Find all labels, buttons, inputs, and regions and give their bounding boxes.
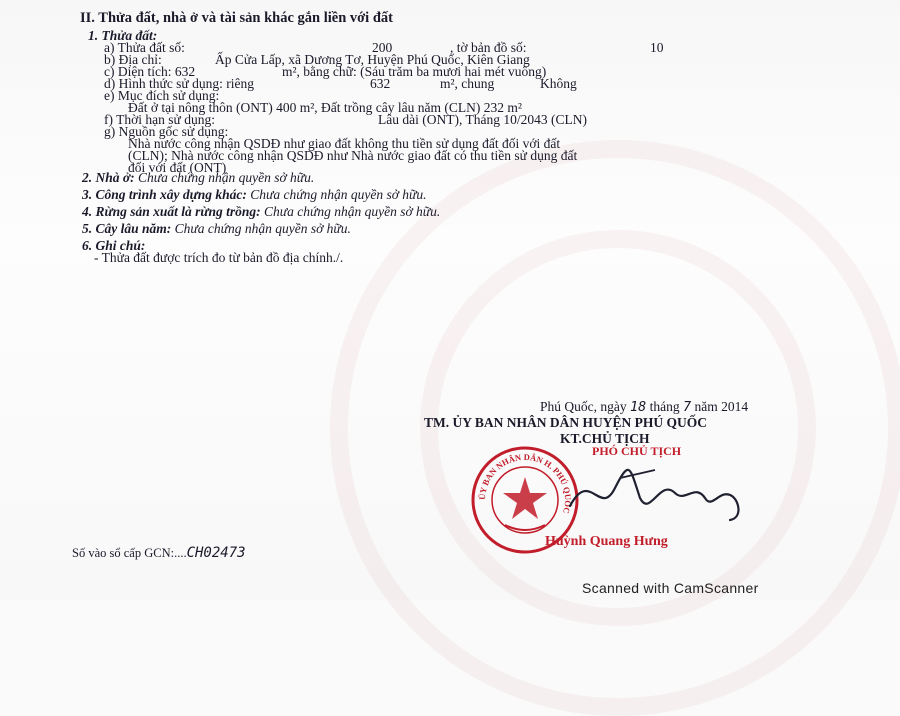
- parcel-number-label: a) Thửa đất số:: [104, 40, 185, 55]
- place-date-prefix: Phú Quốc, ngày: [540, 399, 627, 414]
- usage-common-value: Không: [540, 76, 577, 91]
- trees-title: 5. Cây lâu năm:: [82, 221, 172, 236]
- notes-title: 6. Ghi chú:: [82, 238, 146, 253]
- trees-row: [82, 221, 351, 236]
- land-title: 1. Thửa đất:: [88, 28, 158, 43]
- date-month: 7: [683, 399, 692, 415]
- origin-line-2: (CLN); Nhà nước công nhận QSDĐ như Nhà nước giao đất có thu tiền sử dụng đất: [128, 148, 578, 163]
- duration-value: Lâu dài (ONT), Tháng 10/2043 (CLN): [378, 112, 587, 127]
- forest-row: [82, 204, 440, 219]
- forest-value: Chưa chứng nhận quyền sở hữu.: [263, 204, 441, 219]
- role-title: CHỦ TỊCH: [581, 431, 650, 446]
- deputy-stamp: PHÓ CHỦ TỊCH: [592, 444, 682, 458]
- section-heading: II. Thửa đất, nhà ở và tài sản khác gắn liền với đất: [80, 10, 393, 26]
- registry-number: CH02473: [186, 545, 246, 561]
- construction-row: [82, 187, 427, 202]
- construction-value: Chưa chứng nhận quyền sở hữu.: [250, 187, 427, 202]
- purpose-label: e) Mục đích sử dụng:: [104, 88, 220, 103]
- area-in-words: m², bằng chữ: (Sáu trăm ba mươi hai mét vuông): [282, 64, 547, 79]
- address-value: Ấp Cửa Lấp, xã Dương Tơ, Huyện Phú Quốc, Kiên Giang: [215, 52, 530, 67]
- forest-title: 4. Rừng sản xuất là rừng trồng:: [82, 204, 261, 219]
- construction-title: 3. Công trình xây dựng khác:: [82, 187, 247, 202]
- notes-value: - Thửa đất được trích đo từ bản đồ địa chính./.: [94, 250, 344, 265]
- house-value: Chưa chứng nhận quyền sở hữu.: [138, 170, 315, 185]
- date-month-label: tháng: [649, 399, 680, 414]
- duration-label: f) Thời hạn sử dụng:: [104, 112, 215, 127]
- issuing-organization: TM. ỦY BAN NHÂN DÂN HUYỆN PHÚ QUỐC: [424, 415, 707, 430]
- usage-form-label: d) Hình thức sử dụng: riêng: [104, 76, 254, 91]
- trees-value: Chưa chứng nhận quyền sở hữu.: [174, 221, 351, 236]
- role-prefix: KT.: [560, 431, 582, 446]
- purpose-value: Đất ở tại nông thôn (ONT) 400 m², Đất trồng cây lâu năm (CLN) 232 m²: [128, 100, 522, 115]
- date-day: 18: [630, 399, 647, 415]
- signer-name: Huỳnh Quang Hưng: [545, 534, 668, 549]
- usage-common-label: m², chung: [440, 76, 495, 91]
- registry-label: Số vào sổ cấp GCN:....: [72, 546, 187, 560]
- house-row: [82, 170, 314, 185]
- signature-icon: [560, 458, 760, 528]
- origin-line-1: Nhà nước công nhận QSDĐ như giao đất không thu tiền sử dụng đất đối với đất: [128, 136, 561, 151]
- map-sheet-number: 10: [650, 40, 664, 55]
- camscanner-footer: Scanned with CamScanner: [582, 580, 759, 596]
- address-label: b) Địa chỉ:: [104, 52, 162, 67]
- house-title: 2. Nhà ở:: [82, 170, 135, 185]
- registry-row: [72, 546, 246, 561]
- origin-label: g) Nguồn gốc sử dụng:: [104, 124, 229, 139]
- area-label: c) Diện tích: 632: [104, 64, 196, 79]
- date-year: năm 2014: [694, 399, 749, 414]
- parcel-number: 200: [372, 40, 393, 55]
- seal-text: ỦY BAN NHÂN DÂN H. PHÚ QUỐC: [476, 451, 574, 515]
- map-sheet-label: , tờ bản đồ số:: [450, 40, 527, 55]
- origin-line-3: đối với đất (ONT): [128, 160, 227, 175]
- usage-private-area: 632: [370, 76, 391, 91]
- place-date: [540, 399, 748, 415]
